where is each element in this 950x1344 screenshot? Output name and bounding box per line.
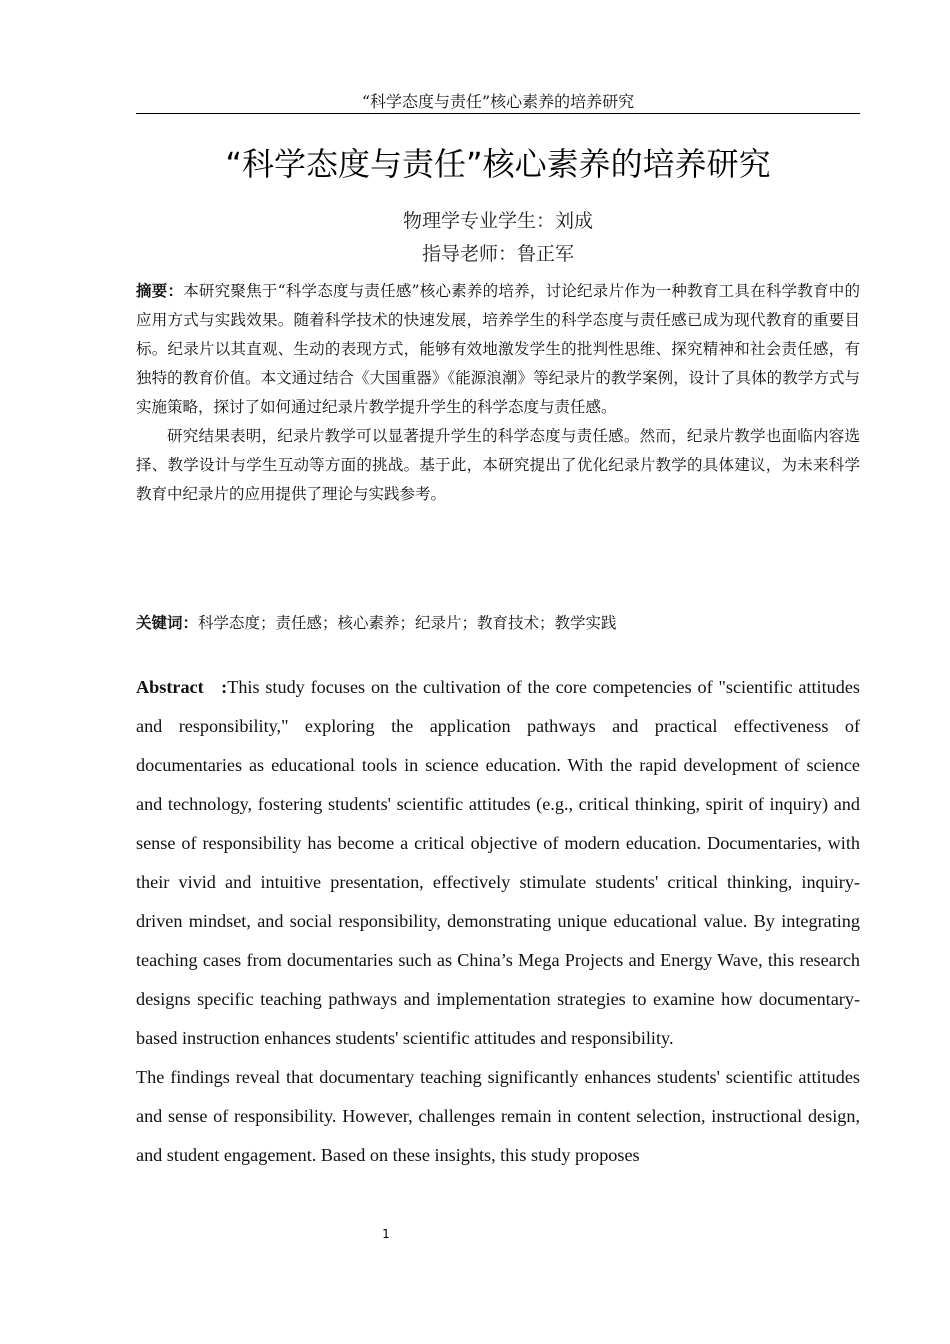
keywords-label-colon: ： [182, 613, 199, 632]
chinese-keywords [136, 608, 860, 638]
page-number: 1 [382, 1227, 390, 1241]
keywords-label: 关键词 [136, 613, 183, 632]
chinese-abstract-paragraph-2: 研究结果表明，纪录片教学可以显著提升学生的科学态度与责任感。然而，纪录片教学也面临内容选择、教学设计与学生互动等方面的挑战。基于此，本研究提出了优化纪录片教学的具体建议，为未来科学教育中纪录片的应用提供了理论与实践参考。 [136, 427, 860, 503]
author-line: 物理学专业学生：刘成 [402, 210, 593, 232]
chinese-abstract-label-colon: ： [167, 281, 184, 300]
running-header: “科学态度与责任”核心素养的培养研究 [361, 92, 635, 111]
chinese-abstract [136, 276, 860, 509]
english-abstract-text-1: This study focuses on the cultivation of the core competencies of "scientific attitudes and responsibility," exploring the application pathways and practical effectiveness of documentaries as educational tools in science education. With the rapid development of science and technology, fostering students' scientific attitudes (e.g., critical thinking, spirit of inquiry) and sense of responsibility has become a critical objective of modern education. Documentaries, with their vivid and intuitive presentation, effectively stimulate students' critical thinking, inquiry-driven mindset, and social responsibility, demonstrating unique educational value. By integrating teaching cases from documentaries such as China’s Mega Projects and Energy Wave, this research designs specific teaching pathways and implementation strategies to examine how documentary-based instruction enhances students' scientific attitudes and responsibility. [136, 677, 860, 1048]
chinese-abstract-text-1: 本研究聚焦于“科学态度与责任感”核心素养的培养，讨论纪录片作为一种教育工具在科学教育中的应用方式与实践效果。随着科学技术的快速发展，培养学生的科学态度与责任感已成为现代教育的重要目标。纪录片以其直观、生动的表现方式，能够有效地激发学生的批判性思维、探究精神和社会责任感，有独特的教育价值。本文通过结合《大国重器》《能源浪潮》等纪录片的教学案例，设计了具体的教学方式与实施策略，探讨了如何通过纪录片教学提升学生的科学态度与责任感。 [136, 282, 860, 416]
english-abstract-label: Abstract : [136, 677, 228, 697]
header-rule [136, 113, 860, 114]
english-abstract [136, 668, 860, 1175]
keywords-text: 科学态度；责任感；核心素养；纪录片；教育技术；教学实践 [198, 614, 617, 632]
paper-title: “科学态度与责任”核心素养的培养研究 [225, 145, 771, 183]
chinese-abstract-label: 摘要 [136, 281, 168, 300]
english-abstract-paragraph-1 [136, 668, 860, 1058]
chinese-abstract-paragraph-1 [136, 276, 860, 422]
english-abstract-paragraph-2: The findings reveal that documentary teaching significantly enhances students' scientific attitudes and sense of responsibility. However, challenges remain in content selection, instructional design, and student engagement. Based on these insights, this study proposes [136, 1067, 860, 1165]
advisor-line: 指导老师：鲁正军 [421, 243, 574, 265]
